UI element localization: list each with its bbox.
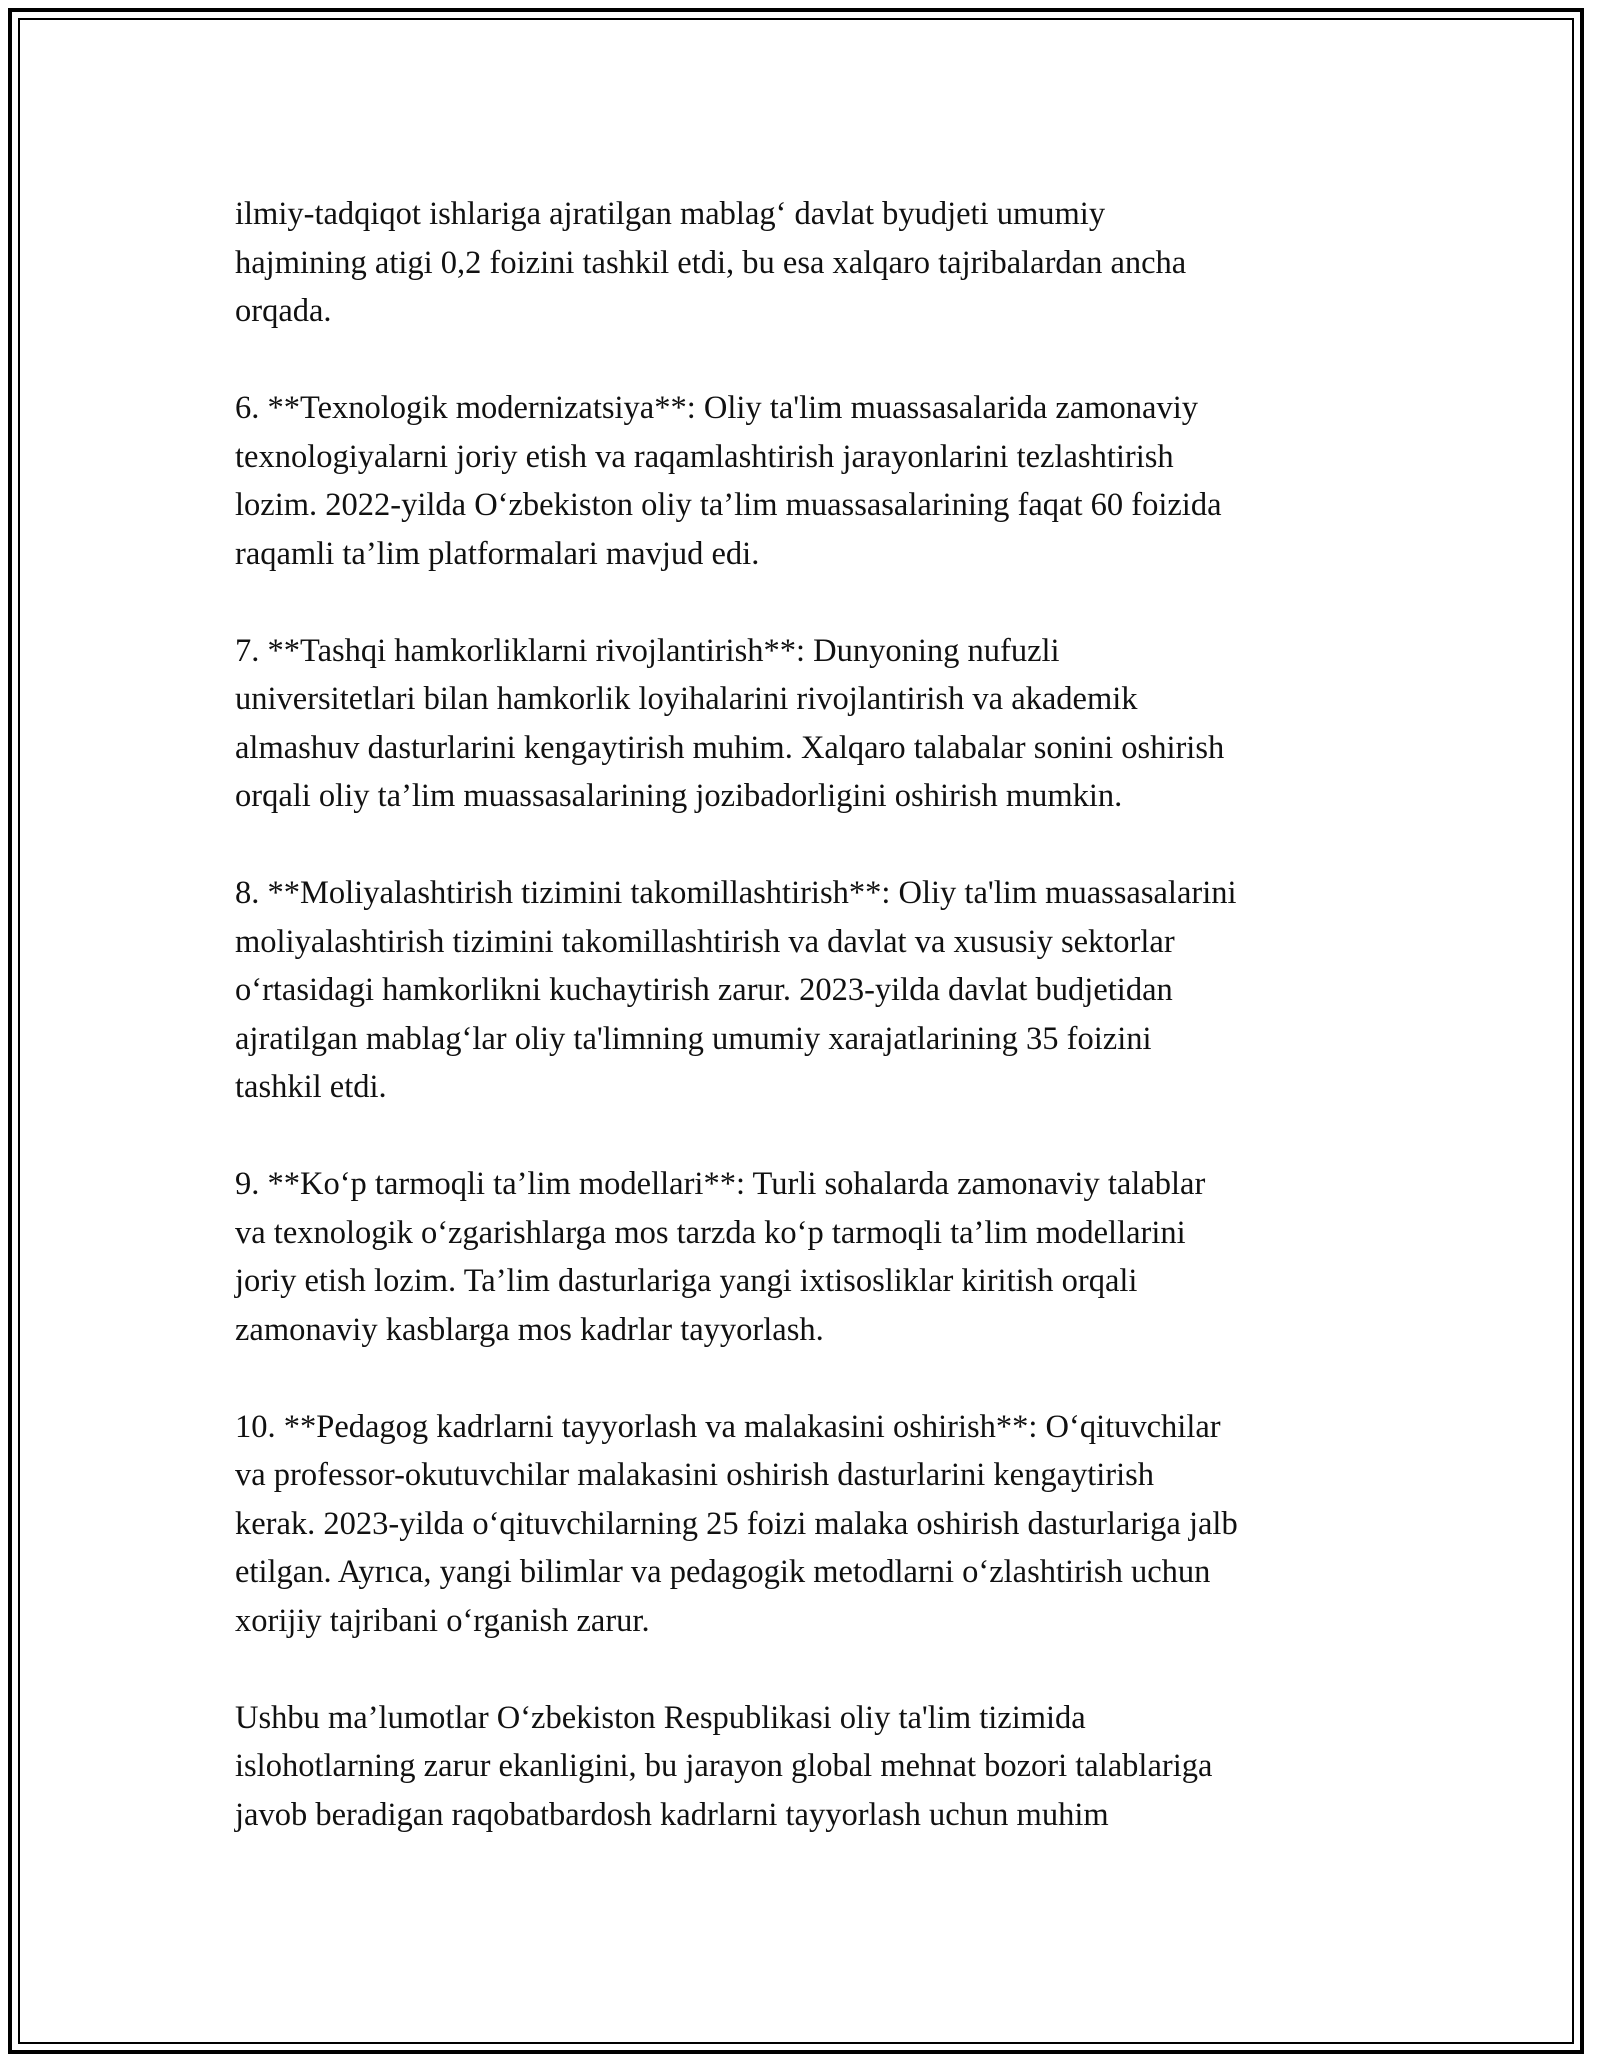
text-line: hajmining atigi 0,2 foizini tashkil etdi, bu esa xalqaro tajribalardan ancha <box>235 244 1187 281</box>
text-line: islohotlarning zarur ekanligini, bu jarayon global mehnat bozori talablariga <box>235 1748 1213 1784</box>
text-line: orqali oliy ta’lim muassasalarining jozibadorligini oshirish mumkin. <box>235 778 1123 814</box>
text-line: lozim. 2022-yilda O‘zbekiston oliy ta’lim muassasalarining faqat 60 foizida <box>235 487 1222 523</box>
text-line: moliyalashtirish tizimini takomillashtirish va davlat va xususiy sektorlar <box>235 923 1175 960</box>
text-line: ilmiy-tadqiqot ishlariga ajratilgan mablag‘ davlat byudjeti umumiy <box>235 196 1106 232</box>
text-line: o‘rtasidagi hamkorlikni kuchaytirish zarur. 2023-yilda davlat budjetidan <box>235 972 1173 1008</box>
text-line: 10. **Pedagog kadrlarni tayyorlash va malakasini oshirish**: O‘qituvchilar <box>235 1408 1221 1445</box>
text-line: 8. **Moliyalashtirish tizimini takomillashtirish**: Oliy ta'lim muassasalarini <box>235 875 1237 911</box>
text-line: etilgan. Ayrıca, yangi bilimlar va pedagogik metodlarni o‘zlashtirish uchun <box>235 1554 1211 1590</box>
paragraph-item-10 <box>235 1403 1405 1646</box>
text-line: almashuv dasturlarini kengaytirish muhim. Xalqaro talabalar sonini oshirish <box>235 729 1225 766</box>
text-line: va texnologik o‘zgarishlarga mos tarzda ko‘p tarmoqli ta’lim modellarini <box>235 1214 1186 1251</box>
text-line: xorijiy tajribani o‘rganish zarur. <box>235 1602 650 1639</box>
paragraph-conclusion <box>235 1694 1405 1840</box>
text-line: zamonaviy kasblarga mos kadrlar tayyorlash. <box>235 1311 824 1348</box>
text-line: javob beradigan raqobatbardosh kadrlarni tayyorlash uchun muhim <box>235 1796 1109 1833</box>
text-line: kerak. 2023-yilda o‘qituvchilarning 25 foizi malaka oshirish dasturlariga jalb <box>235 1505 1238 1542</box>
text-line: 7. **Tashqi hamkorliklarni rivojlantirish**: Dunyoning nufuzli <box>235 632 1060 669</box>
paragraph-intro-continuation <box>235 190 1405 336</box>
text-line: 9. **Ko‘p tarmoqli ta’lim modellari**: Turli sohalarda zamonaviy talablar <box>235 1166 1206 1202</box>
text-line: joriy etish lozim. Ta’lim dasturlariga yangi ixtisosliklar kiritish orqali <box>235 1263 1138 1299</box>
text-line: raqamli ta’lim platformalari mavjud edi. <box>235 535 760 572</box>
text-line: texnologiyalarni joriy etish va raqamlashtirish jarayonlarini tezlashtirish <box>235 438 1174 475</box>
text-line: Ushbu ma’lumotlar O‘zbekiston Respublikasi oliy ta'lim tizimida <box>235 1699 1086 1736</box>
paragraph-item-7 <box>235 627 1405 821</box>
text-line: universitetlari bilan hamkorlik loyihalarini rivojlantirish va akademik <box>235 681 1138 717</box>
paragraph-item-9 <box>235 1160 1405 1354</box>
paragraph-item-8 <box>235 869 1405 1112</box>
text-line: tashkil etdi. <box>235 1069 387 1105</box>
document-body <box>235 190 1405 1888</box>
text-line: orqada. <box>235 293 332 329</box>
text-line: va professor-okutuvchilar malakasini oshirish dasturlarini kengaytirish <box>235 1457 1155 1493</box>
text-line: ajratilgan mablag‘lar oliy ta'limning umumiy xarajatlarining 35 foizini <box>235 1020 1152 1057</box>
paragraph-item-6 <box>235 384 1405 578</box>
text-line: 6. **Texnologik modernizatsiya**: Oliy ta'lim muassasalarida zamonaviy <box>235 390 1199 426</box>
